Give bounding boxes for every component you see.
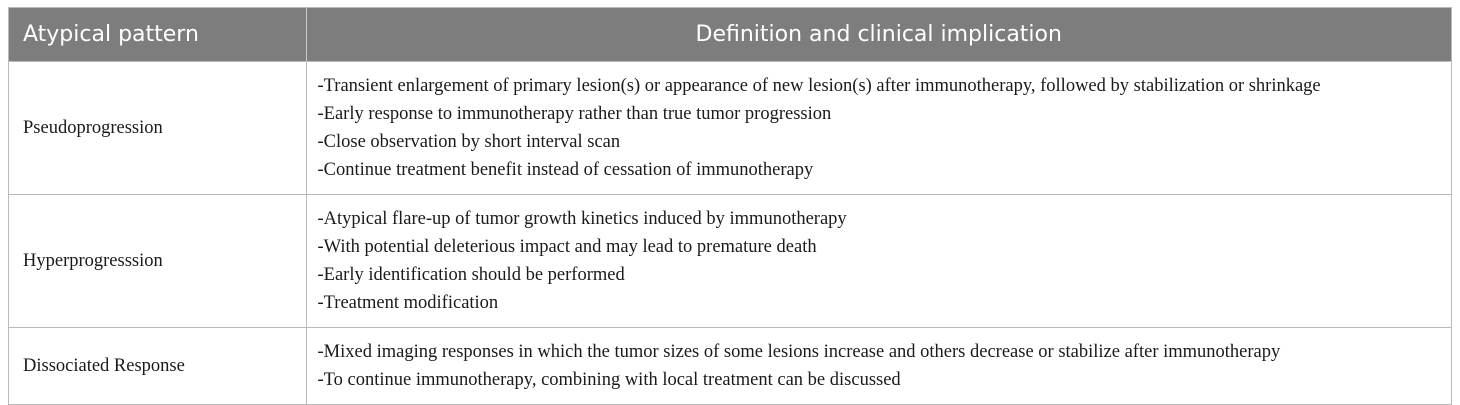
definition-line: -Transient enlargement of primary lesion(s) or appearance of new lesion(s) after immunotherapy, followed by stabilization or shrinkage [317,76,1321,96]
pattern-cell: Dissociated Response [9,328,306,405]
table-row [9,328,1451,405]
definition-cell [306,328,1451,405]
definition-line: -To continue immunotherapy, combining with local treatment can be discussed [317,370,901,390]
pattern-cell: Hyperprogresssion [9,195,306,328]
table [9,8,1451,404]
header-row [9,8,1451,62]
definition-line: -Early identification should be performed [317,265,625,285]
table-row [9,62,1451,195]
atypical-pattern-table [8,7,1452,405]
table-header [9,8,1451,62]
definition-line: -Atypical flare-up of tumor growth kinetics induced by immunotherapy [317,209,847,229]
column-header-definition: Definition and clinical implication [306,8,1451,62]
definition-line: -Early response to immunotherapy rather than true tumor progression [317,104,832,124]
column-header-pattern: Atypical pattern [9,8,306,62]
definition-line: -Continue treatment benefit instead of cessation of immunotherapy [317,160,814,180]
pattern-cell: Pseudoprogression [9,62,306,195]
definition-line: -With potential deleterious impact and may lead to premature death [317,237,817,257]
definition-line: -Close observation by short interval scan [317,132,621,152]
definition-line: -Treatment modification [317,293,499,313]
definition-cell [306,195,1451,328]
definition-cell [306,62,1451,195]
definition-line: -Mixed imaging responses in which the tumor sizes of some lesions increase and others decrease or stabilize after immunotherapy [317,342,1281,362]
table-body [9,62,1451,405]
table-row [9,195,1451,328]
